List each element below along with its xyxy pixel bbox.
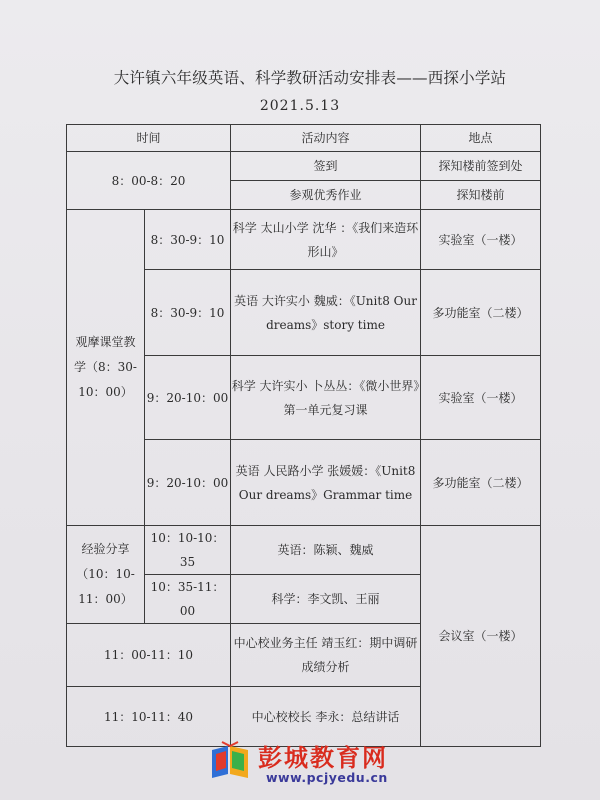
- row1-content-b: 参观优秀作业: [231, 181, 421, 210]
- summary-time: 11：10-11：40: [67, 687, 231, 747]
- obs1-location: 实验室（一楼）: [421, 210, 541, 270]
- obs2-time: 8：30-9：10: [145, 270, 231, 356]
- obs1-time: 8：30-9：10: [145, 210, 231, 270]
- obs3-content: 科学 大许实小 卜丛丛：《微小世界》第一单元复习课: [231, 356, 421, 440]
- obs4-content: 英语 人民路小学 张媛媛：《Unit8 Our dreams》Grammar time: [231, 440, 421, 526]
- row1-time: 8：00-8：20: [67, 152, 231, 210]
- obs3-location: 实验室（一楼）: [421, 356, 541, 440]
- document-title: 大许镇六年级英语、科学教研活动安排表——西探小学站: [113, 69, 507, 87]
- obs3-time: 9：20-10：00: [145, 356, 231, 440]
- schedule-table: [66, 124, 541, 747]
- row1-location-b: 探知楼前: [421, 181, 541, 210]
- header-time: 时间: [67, 125, 231, 152]
- table-row: [67, 210, 541, 270]
- group-observe-label: 观摩课堂教学（8：30-10：00）: [67, 210, 145, 526]
- header-row: [67, 125, 541, 152]
- report-time: 11：00-11：10: [67, 624, 231, 687]
- share1-content: 英语：陈颖、魏威: [231, 526, 421, 575]
- share2-time: 10：35-11：00: [145, 575, 231, 624]
- summary-content: 中心校校长 李永：总结讲话: [231, 687, 421, 747]
- table-row: [67, 526, 541, 575]
- watermark-logo: [208, 738, 408, 794]
- obs4-time: 9：20-10：00: [145, 440, 231, 526]
- books-logo-icon: [208, 738, 252, 782]
- header-content: 活动内容: [231, 125, 421, 152]
- row1-location-a: 探知楼前签到处: [421, 152, 541, 181]
- obs2-location: 多功能室（二楼）: [421, 270, 541, 356]
- obs1-content: 科学 太山小学 沈华 ：《我们来造环形山》: [231, 210, 421, 270]
- row1-content-a: 签到: [231, 152, 421, 181]
- header-location: 地点: [421, 125, 541, 152]
- report-content: 中心校业务主任 靖玉红：期中调研成绩分析: [231, 624, 421, 687]
- document-date: 2021.5.13: [259, 98, 341, 114]
- table-row: [67, 152, 541, 181]
- watermark-url: www.pcjyedu.cn: [266, 770, 388, 785]
- share1-time: 10：10-10：35: [145, 526, 231, 575]
- obs2-content: 英语 大许实小 魏威：《Unit8 Our dreams》story time: [231, 270, 421, 356]
- watermark-brand: 彭城教育网: [258, 744, 388, 772]
- meeting-location: 会议室（一楼）: [421, 526, 541, 747]
- share2-content: 科学：李文凯、王丽: [231, 575, 421, 624]
- group-share-label: 经验分享（10：10-11：00）: [67, 526, 145, 624]
- obs4-location: 多功能室（二楼）: [421, 440, 541, 526]
